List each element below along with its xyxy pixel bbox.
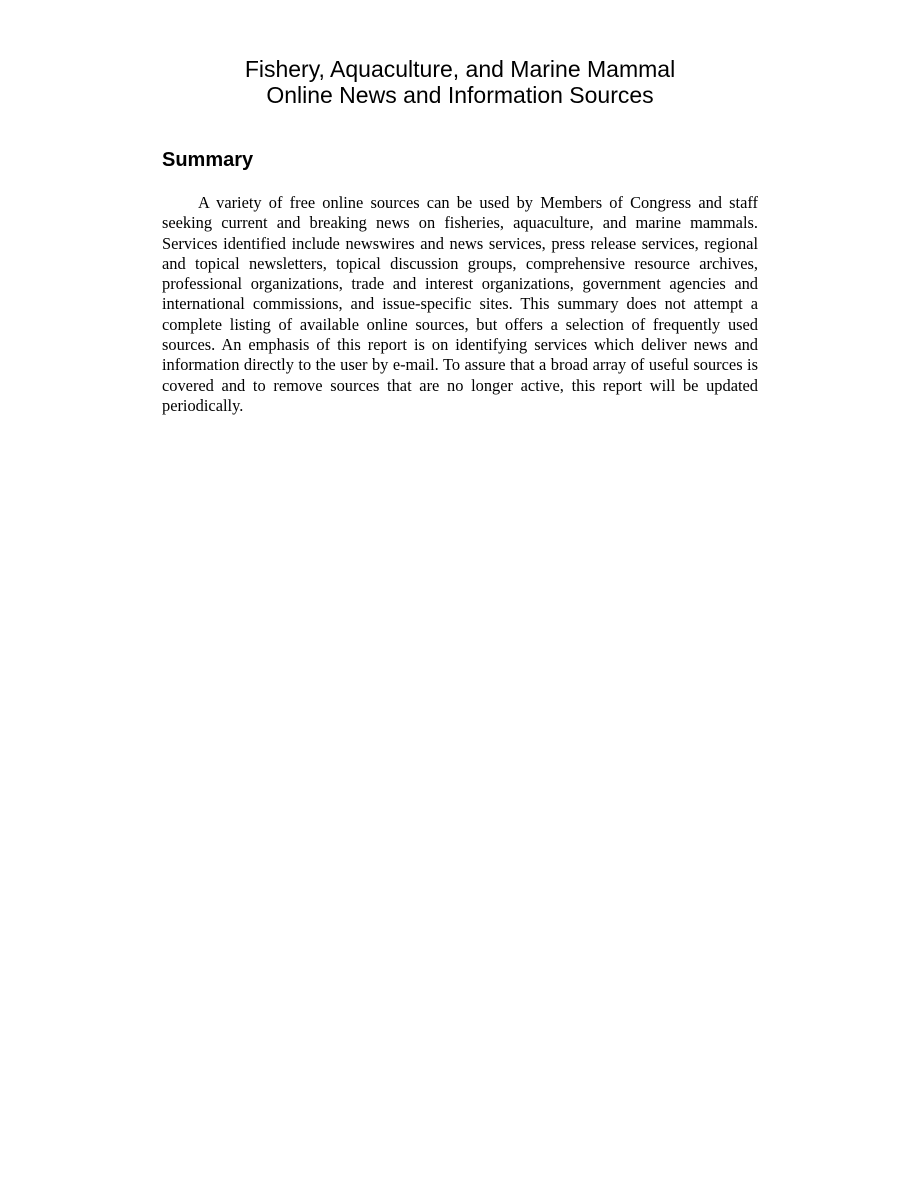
summary-paragraph: A variety of free online sources can be used by Members of Congress and staff seeking current and breaking news on fisheries, aquaculture, and marine mammals. Services identified include newswires and news services, press release services, regional and topical newsletters, topical discussion groups, comprehensive resource archives, professional organizations, trade and interest organizations, government agencies and international commissions, and issue-specific sites. This summary does not attempt a complete listing of available online sources, but offers a selection of frequently used sources. An emphasis of this report is on identifying services which deliver news and information directly to the user by e-mail. To assure that a broad array of useful sources is covered and to remove sources that are no longer active, this report will be updated periodically. <box>162 193 758 415</box>
title-line-2: Online News and Information Sources <box>266 82 654 108</box>
title-line-1: Fishery, Aquaculture, and Marine Mammal <box>244 56 676 82</box>
summary-heading: Summary <box>162 149 254 171</box>
document-title <box>160 56 760 108</box>
